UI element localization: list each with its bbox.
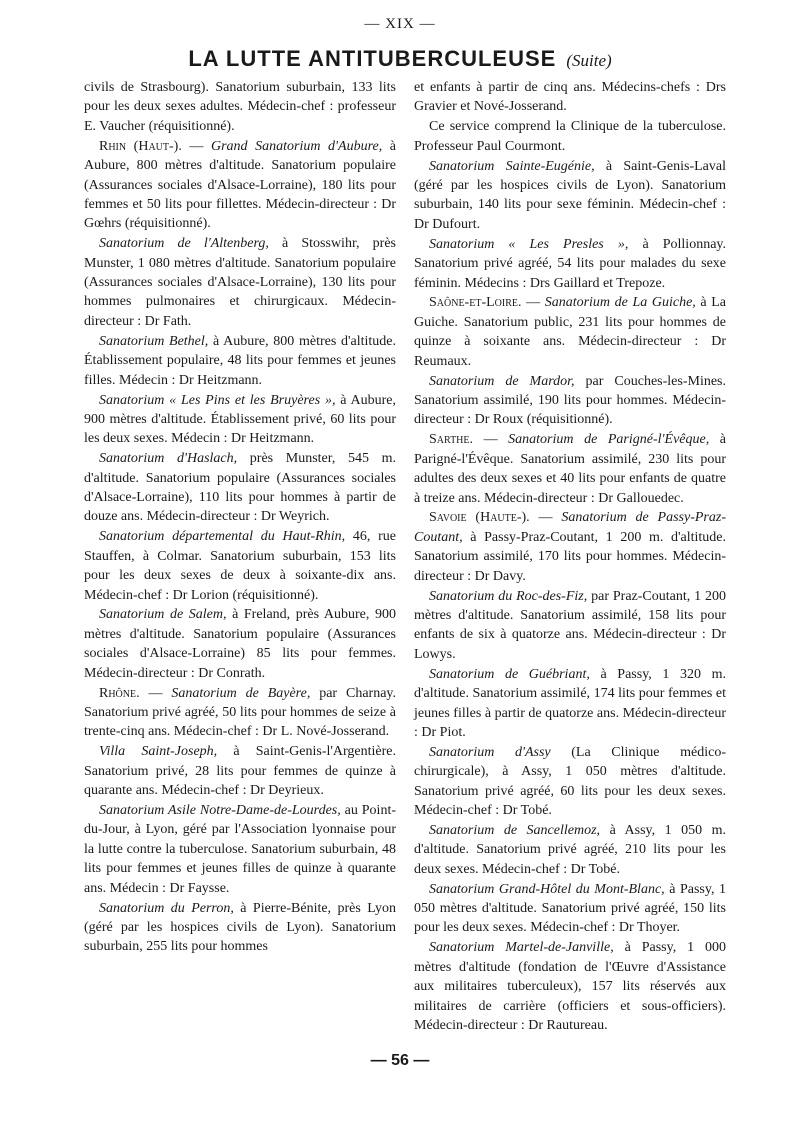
paragraph-text: et enfants à partir de cinq ans. Médecins-chefs : Drs Gravier et Nové-Josserand. — [414, 80, 726, 115]
sanatorium-name: Sanatorium d'Assy — [429, 744, 551, 760]
sanatorium-name: Sanatorium de Guébriant, — [429, 666, 590, 682]
sanatorium-name: Villa Saint-Joseph, — [99, 744, 218, 760]
paragraph-text: par Praz-Coutant, 1 200 mètres d'altitude. Sanatorium assimilé, 158 lits pour enfants de six à quatorze ans. Médecin-directeur : Dr Lowys. — [414, 588, 727, 662]
sanatorium-name: Sanatorium départemental du Haut-Rhin, — [99, 529, 346, 545]
region-name: Rhône. — [99, 685, 140, 701]
sanatorium-name: Sanatorium Bethel, — [99, 333, 209, 349]
paragraph — [84, 234, 396, 331]
sanatorium-name: Sanatorium « Les Pins et les Bruyères », — [99, 392, 336, 408]
paragraph — [414, 743, 726, 821]
paragraph-text: à Saint-Genis-Laval (géré par les hospices civils de Lyon). Sanatorium suburbain, 140 lits pour sexe féminin. Médecin-chef : Dr Dufourt. — [414, 158, 726, 232]
page-number: — 56 — — [370, 1052, 430, 1069]
left-column — [84, 78, 396, 957]
paragraph: Savoie (Haute-). — Sanatorium de Passy-Praz-Coutant, à Passy-Praz-Coutant, 1 200 m. d'altitude. Sanatorium assimilé, 170 lits pour hommes. Médecin-directeur : Dr Davy. — [414, 510, 726, 584]
sanatorium-name: Grand Sanatorium d'Aubure, — [210, 138, 383, 154]
paragraph-text: civils de Strasbourg). Sanatorium suburbain, 133 lits pour les deux sexes adultes. Médecin-chef : professeur E. Vaucher (réquisitionné). — [84, 80, 396, 134]
sanatorium-name: Sanatorium de Bayère, — [171, 685, 311, 701]
paragraph — [84, 605, 396, 683]
sanatorium-name: Sanatorium Sainte-Eugénie, — [429, 158, 595, 174]
paragraph-text: (La Clinique médico-chirurgicale), à Assy, 1 050 mètres d'altitude. Sanatorium privé agréé, 60 lits pour les deux sexes. Médecin-chef : Dr Tobé. — [414, 744, 727, 819]
paragraph-text: 46, rue Stauffen, à Colmar. Sanatorium suburbain, 153 lits pour les deux sexes de deux à soixante-dix ans. Médecin-chef : Dr Lorion (réquisitionné). — [84, 529, 396, 603]
sanatorium-name: Sanatorium de Sancellemoz, — [429, 822, 601, 838]
paragraph — [84, 78, 396, 136]
paragraph-text: à Stosswihr, près Munster, 1 080 mètres d'altitude. Sanatorium populaire (Assurances sociales d'Alsace-Lorraine), 130 lits pour hommes pulmonaires et chirurgicaux. Médecin-directeur : Dr Fath. — [84, 236, 397, 329]
sanatorium-name: Sanatorium de La Guiche, — [544, 295, 696, 311]
region-name: Saône-et-Loire. — [429, 295, 522, 311]
paragraph — [414, 665, 726, 743]
sanatorium-name: Sanatorium du Roc-des-Fiz, — [429, 588, 588, 604]
region-name: Sarthe. — [429, 432, 474, 448]
paragraph-text: à Saint-Genis-l'Argentière. Sanatorium privé, 28 lits pour femmes de quinze à quarante ans. Médecin-chef : Dr Deyrieux. — [84, 744, 397, 799]
sanatorium-name: Sanatorium d'Haslach, — [99, 451, 238, 467]
sanatorium-name: Sanatorium Asile Notre-Dame-de-Lourdes, — [99, 803, 341, 819]
paragraph — [414, 821, 726, 879]
paragraph: Rhône. — Sanatorium de Bayère, par Charnay. Sanatorium privé agréé, 50 lits pour hommes de seize à trente-cinq ans. Médecin-chef : Dr L. Nové-Josserand. — [84, 685, 396, 740]
title-suite: (Suite) — [566, 51, 612, 70]
paragraph-text: à Aubure, 800 mètres d'altitude. Sanatorium populaire (Assurances sociales d'Alsace-Lorraine), 180 lits pour femmes et 50 lits pour fillettes. Médecin-directeur : Dr Gœhrs (réquisitionné). — [84, 138, 397, 232]
sanatorium-name: Sanatorium de Parigné-l'Évêque, — [508, 432, 710, 448]
paragraph-text: par Couches-les-Mines. Sanatorium assimilé, 190 lits pour hommes. Médecin-directeur : Dr Roux (réquisitionné). — [414, 373, 726, 428]
paragraph — [414, 235, 726, 293]
paragraph-text: à Assy, 1 050 m. d'altitude. Sanatorium privé agréé, 210 lits pour les deux sexes. Médecin-chef : Dr Tobé. — [414, 822, 727, 877]
paragraph — [84, 449, 396, 527]
paragraph-text: Ce service comprend la Clinique de la tuberculose. Professeur Paul Courmont. — [414, 119, 726, 154]
roman-page-number: — XIX — — [364, 16, 436, 32]
paragraph: Sarthe. — Sanatorium de Parigné-l'Évêque, à Parigné-l'Évêque. Sanatorium assimilé, 230 lits pour adultes des deux sexes et 40 lits pour enfants de quatre à treize ans. Médecin-directeur : Dr Gallouedec. — [414, 432, 727, 506]
right-column — [414, 78, 726, 1036]
paragraph — [84, 899, 396, 957]
region-name: Rhin (Haut-). — [99, 138, 182, 154]
paragraph — [414, 938, 726, 1035]
sanatorium-name: Sanatorium de Salem, — [99, 607, 227, 623]
paragraph-text: à Freland, près Aubure, 900 mètres d'altitude. Sanatorium populaire (Assurances sociales d'Alsace-Lorraine) 85 lits pour femmes. Médecin-directeur : Dr Conrath. — [84, 607, 396, 681]
paragraph-text: par Charnay. Sanatorium privé agréé, 50 lits pour hommes de seize à trente-cinq ans. Médecin-chef : Dr L. Nové-Josserand. — [84, 685, 396, 740]
paragraph — [414, 78, 726, 117]
paragraph-text: à Aubure, 800 mètres d'altitude. Établissement populaire, 48 lits pour femmes et jeunes filles. Médecin : Dr Heitzmann. — [84, 333, 396, 388]
paragraph — [84, 527, 396, 605]
sanatorium-name: Sanatorium Grand-Hôtel du Mont-Blanc, — [429, 881, 665, 897]
paragraph: Rhin (Haut-). — Grand Sanatorium d'Aubure, à Aubure, 800 mètres d'altitude. Sanatorium populaire (Assurances sociales d'Alsace-Lorraine), 180 lits pour femmes et 50 lits pour fillettes. Médecin-directeur : Dr Gœhrs (réquisitionné). — [84, 138, 397, 232]
paragraph — [414, 157, 726, 235]
paragraph — [84, 801, 396, 898]
sanatorium-name: Sanatorium de Passy-Praz-Coutant, — [414, 510, 726, 545]
paragraph — [84, 742, 396, 800]
region-name: Savoie (Haute-). — [429, 510, 530, 526]
paragraph-text: à La Guiche. Sanatorium public, 231 lits pour hommes de quinze à soixante ans. Médecin-directeur : Dr Reumaux. — [414, 295, 726, 369]
paragraph-text: à Passy, 1 050 mètres d'altitude. Sanatorium privé agréé, 150 lits pour les deux sexes. Médecin-chef : Dr Thoyer. — [414, 881, 727, 936]
paragraph-text: à Passy-Praz-Coutant, 1 200 m. d'altitude. Sanatorium assimilé, 170 lits pour hommes. Médecin-directeur : Dr Davy. — [414, 529, 726, 584]
paragraph — [84, 332, 396, 390]
paragraph-text: à Aubure, 900 mètres d'altitude. Établissement privé, 60 lits pour les deux sexes. Médecin : Dr Heitzmann. — [84, 392, 396, 447]
paragraph — [414, 880, 726, 938]
paragraph: Saône-et-Loire. — Sanatorium de La Guiche, à La Guiche. Sanatorium public, 231 lits pour hommes de quinze à soixante ans. Médecin-directeur : Dr Reumaux. — [414, 295, 726, 369]
sanatorium-name: Sanatorium de l'Altenberg, — [99, 236, 269, 252]
paragraph-text: à Pierre-Bénite, près Lyon (géré par les hospices civils de Lyon). Sanatorium suburbain, 255 lits pour hommes — [84, 900, 397, 955]
paragraph-text: au Point-du-Jour, à Lyon, géré par l'Association lyonnaise pour la lutte contre la tuberculose. Sanatorium suburbain, 48 lits pour femmes et jeunes filles de quinze à quarante ans. Médecin : Dr Faysse. — [84, 803, 396, 896]
paragraph — [414, 117, 726, 156]
title-text: LA LUTTE ANTITUBERCULEUSE — [188, 46, 557, 71]
paragraph — [414, 587, 726, 665]
paragraph — [84, 391, 396, 449]
paragraph-text: à Parigné-l'Évêque. Sanatorium assimilé, 230 lits pour adultes des deux sexes et 40 lits pour enfants de quatre à treize ans. Médecin-directeur : Dr Gallouedec. — [414, 432, 727, 506]
sanatorium-name: Sanatorium Martel-de-Janville, — [429, 940, 614, 956]
page-title — [0, 46, 800, 72]
sanatorium-name: Sanatorium du Perron, — [99, 900, 234, 916]
paragraph-text: à Passy, 1 000 mètres d'altitude (fondation de l'Œuvre d'Assistance aux militaires tuberculeux), 157 lits réservés aux militaires de carrière (officiers et sous-officiers). Médecin-directeur : Dr Rautureau. — [414, 940, 727, 1033]
paragraph — [414, 372, 726, 430]
paragraph-text: à Passy, 1 320 m. d'altitude. Sanatorium assimilé, 174 lits pour femmes et jeunes filles à partir de quatorze ans. Médecin-directeur : Dr Piot. — [414, 666, 727, 740]
paragraph-text: à Pollionnay. Sanatorium privé agréé, 54 lits pour malades du sexe féminin. Médecins : Drs Gaillard et Trepoze. — [414, 236, 726, 291]
sanatorium-name: Sanatorium « Les Presles », — [429, 236, 629, 252]
sanatorium-name: Sanatorium de Mardor, — [429, 373, 575, 389]
paragraph-text: près Munster, 545 m. d'altitude. Sanatorium populaire (Assurances sociales d'Alsace-Lorraine), 110 lits pour hommes à partir de douze ans. Médecin-directeur : Dr Weyrich. — [84, 451, 396, 525]
